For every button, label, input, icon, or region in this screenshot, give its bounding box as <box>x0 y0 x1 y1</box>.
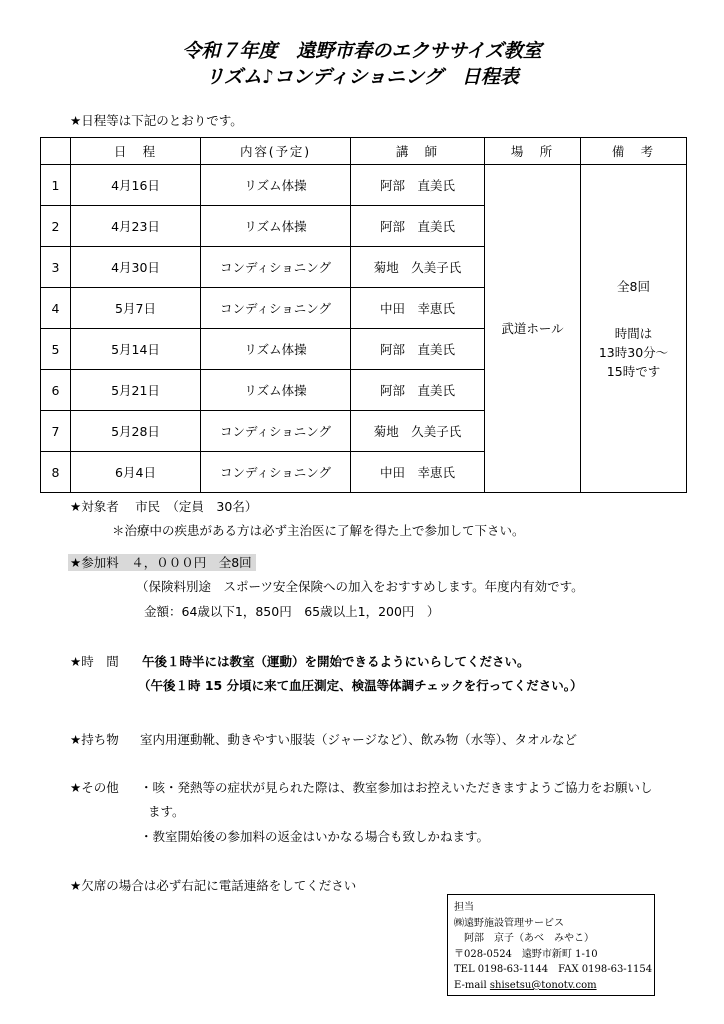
title-line-1: 令和７年度 遠野市春のエクササイズ教室 <box>182 40 542 62</box>
contact-org: ㈱遠野施設管理サービス <box>454 917 564 929</box>
place-cell: 武道ホール <box>485 165 581 493</box>
row-number: 1 <box>41 165 71 206</box>
contact-email-line <box>454 978 654 994</box>
fee-highlight: ★参加料 ４，０００円 全8回 <box>68 554 256 571</box>
table-header-row <box>41 138 687 165</box>
row-instructor: 阿部 直美氏 <box>351 206 485 247</box>
target-note: ＊治療中の疾患がある方は必ず主治医に了解を得た上で参加して下さい。 <box>112 523 525 538</box>
header-instructor: 講 師 <box>351 138 485 165</box>
contact-address: 〒028-0524 遠野市新町 1-10 <box>454 948 598 960</box>
other-item-2: ・教室開始後の参加料の返金はいかなる場合も致しかねます。 <box>140 829 490 844</box>
row-number: 3 <box>41 247 71 288</box>
contact-email-prefix: E-mail <box>454 979 490 991</box>
row-content: コンディショニング <box>201 288 351 329</box>
row-date: 5月14日 <box>71 329 201 370</box>
absence-text: ★欠席の場合は必ず右記に電話連絡をしてください <box>70 878 357 893</box>
items-label: ★持ち物 <box>70 732 119 747</box>
table-row <box>41 165 687 206</box>
row-date: 6月4日 <box>71 452 201 493</box>
other-item-1: ・咳・発熱等の症状が見られた際は、教室参加はお控えいただきますようご協力をお願いし <box>140 780 653 795</box>
row-instructor: 阿部 直美氏 <box>351 370 485 411</box>
other-label: ★その他 <box>70 780 119 795</box>
row-instructor: 中田 幸恵氏 <box>351 452 485 493</box>
row-date: 4月23日 <box>71 206 201 247</box>
contact-email-link[interactable]: shisetsu@tonotv.com <box>489 979 597 991</box>
row-instructor: 中田 幸恵氏 <box>351 288 485 329</box>
header-no <box>41 138 71 165</box>
remarks-end-time: 15時です <box>606 363 661 379</box>
row-number: 6 <box>41 370 71 411</box>
time-note: （午後１時 15 分頃に来て血圧測定、検温等体調チェックを行ってください。） <box>138 678 583 693</box>
row-content: コンディショニング <box>201 411 351 452</box>
remarks-total: 全8回 <box>617 278 650 294</box>
contact-label: 担当 <box>454 902 474 913</box>
remarks-cell <box>581 165 687 493</box>
other-item-1-cont: ます。 <box>148 804 185 819</box>
header-date: 日 程 <box>71 138 201 165</box>
row-content: コンディショニング <box>201 452 351 493</box>
row-content: リズム体操 <box>201 329 351 370</box>
intro-text: ★日程等は下記のとおりです。 <box>70 113 243 128</box>
schedule-table <box>40 137 687 493</box>
contact-person: 阿部 京子（あべ みやこ） <box>454 933 594 945</box>
row-number: 2 <box>41 206 71 247</box>
row-number: 8 <box>41 452 71 493</box>
row-number: 4 <box>41 288 71 329</box>
row-instructor: 阿部 直美氏 <box>351 329 485 370</box>
row-instructor: 阿部 直美氏 <box>351 165 485 206</box>
row-date: 5月28日 <box>71 411 201 452</box>
row-number: 7 <box>41 411 71 452</box>
time-text: 午後１時半には教室（運動）を開始できるようにいらしてください。 <box>142 654 530 669</box>
row-content: リズム体操 <box>201 206 351 247</box>
row-content: リズム体操 <box>201 370 351 411</box>
row-date: 5月7日 <box>71 288 201 329</box>
row-instructor: 菊地 久美子氏 <box>351 247 485 288</box>
target-text: ★対象者 市民 （定員 30名） <box>70 499 258 514</box>
fee-note-2: 金額：64歳以下1，850円 65歳以上1，200円 ） <box>144 604 440 619</box>
row-number: 5 <box>41 329 71 370</box>
contact-tel: TEL 0198-63-1144 FAX 0198-63-1154 <box>454 964 653 976</box>
title-line-2: リズム♪コンディショニング 日程表 <box>205 66 519 88</box>
row-instructor: 菊地 久美子氏 <box>351 411 485 452</box>
header-remarks: 備 考 <box>581 138 687 165</box>
row-content: コンディショニング <box>201 247 351 288</box>
remarks-start-time: 13時30分～ <box>598 344 669 360</box>
items-text: 室内用運動靴、動きやすい服装（ジャージなど）、飲み物（水等）、タオルなど <box>140 732 578 747</box>
row-content: リズム体操 <box>201 165 351 206</box>
fee-text <box>68 553 256 571</box>
row-date: 4月16日 <box>71 165 201 206</box>
row-date: 4月30日 <box>71 247 201 288</box>
fee-note-1: （保険料別途 スポーツ安全保険への加入をおすすめします。年度内有効です。 <box>136 579 584 594</box>
time-label: ★時 間 <box>70 654 119 669</box>
remarks-time-label: 時間は <box>614 325 653 341</box>
contact-box <box>447 894 655 996</box>
header-place: 場 所 <box>485 138 581 165</box>
row-date: 5月21日 <box>71 370 201 411</box>
header-content: 内容(予定) <box>201 138 351 165</box>
